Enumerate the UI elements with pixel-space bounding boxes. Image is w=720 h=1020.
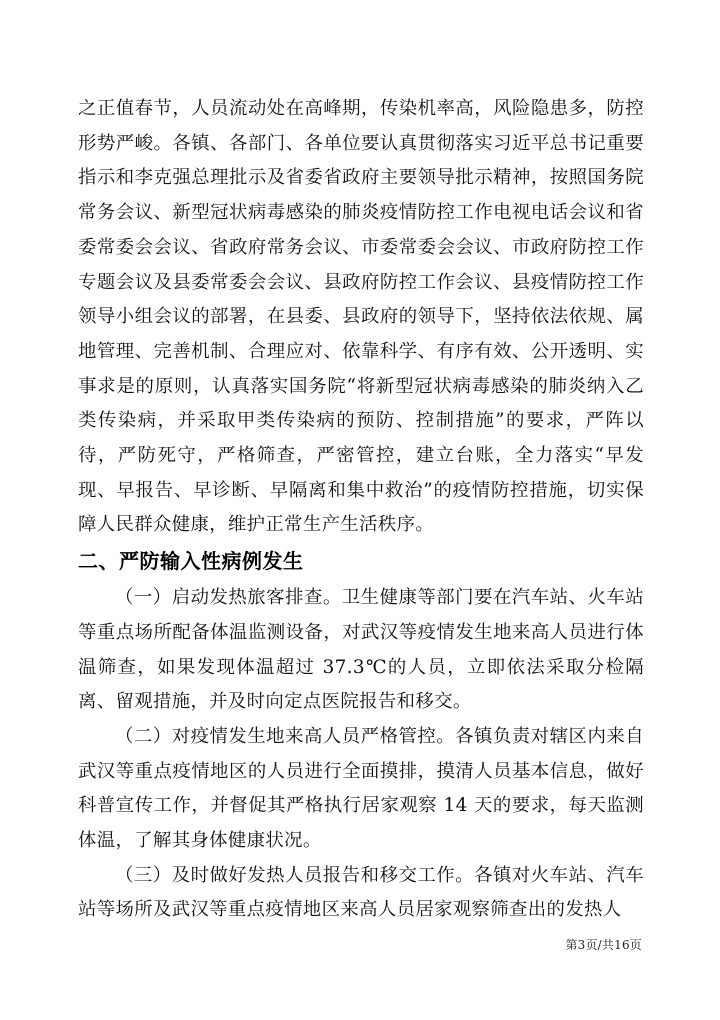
section-heading: 二、严防输入性病例发生 [78, 549, 304, 574]
item-lead-3: （三）及时做好发热人员报告和移交工作。 [115, 864, 475, 886]
intro-paragraph: 之正值春节，人员流动处在高峰期，传染机率高，风险隐患多，防控形势严峻。各镇、各部门、各单位要认真贯彻落实习近平总书记重要指示和李克强总理批示及省委省政府主要领导批示精神，按照国务院常务会议、新型冠状病毒感染的肺炎疫情防控工作电视电话会议和省委常委会会议、省政府常务会议、市委常委会会议、市政府防控工作专题会议及县委常委会会议、县政府防控工作会议、县疫情防控工作领导小组会议的部署，在县委、县政府的领导下，坚持依法依规、属地管理、完善机制、合理应对、依靠科学、有序有效、公开透明、实事求是的原则，认真落实国务院“将新型冠状病毒感染的肺炎纳入乙类传染病，并采取甲类传染病的预防、控制措施”的要求，严阵以待，严防死守，严格筛查，严密管控，建立台账，全力落实“早发现、早报告、早诊断、早隔离和集中救治”的疫情防控措施，切实保障人民群众健康，维护正常生产生活秩序。 [78, 98, 644, 536]
item-lead-1: （一）启动发热旅客排查。 [115, 587, 342, 609]
item-body-3: 各镇对火车站、汽车站等场所及武汉等重点疫情地区来高人员居家观察筛查出的发热人 [78, 864, 645, 921]
page-number-footer: 第3页/共16页 [565, 938, 642, 952]
item-body-2: 各镇负责对辖区内来自武汉等重点疫情地区的人员进行全面摸排，摸清人员基本信息，做好科普宣传工作，并督促其严格执行居家观察 14 天的要求，每天监测体温，了解其身体健康状况。 [78, 725, 644, 852]
item-paragraph-2 [78, 720, 644, 859]
document-page [78, 92, 644, 928]
item-paragraph-3 [78, 859, 644, 928]
item-body-1: 卫生健康等部门要在汽车站、火车站等重点场所配备体温监测设备，对武汉等疫情发生地来高人员进行体温筛查，如果发现体温超过 37.3℃的人员，立即依法采取分检隔离、留观措施，并及时向定点医院报告和移交。 [78, 587, 644, 713]
item-lead-2: （二）对疫情发生地来高人员严格管控。 [115, 725, 456, 747]
item-paragraph-1 [78, 581, 644, 720]
